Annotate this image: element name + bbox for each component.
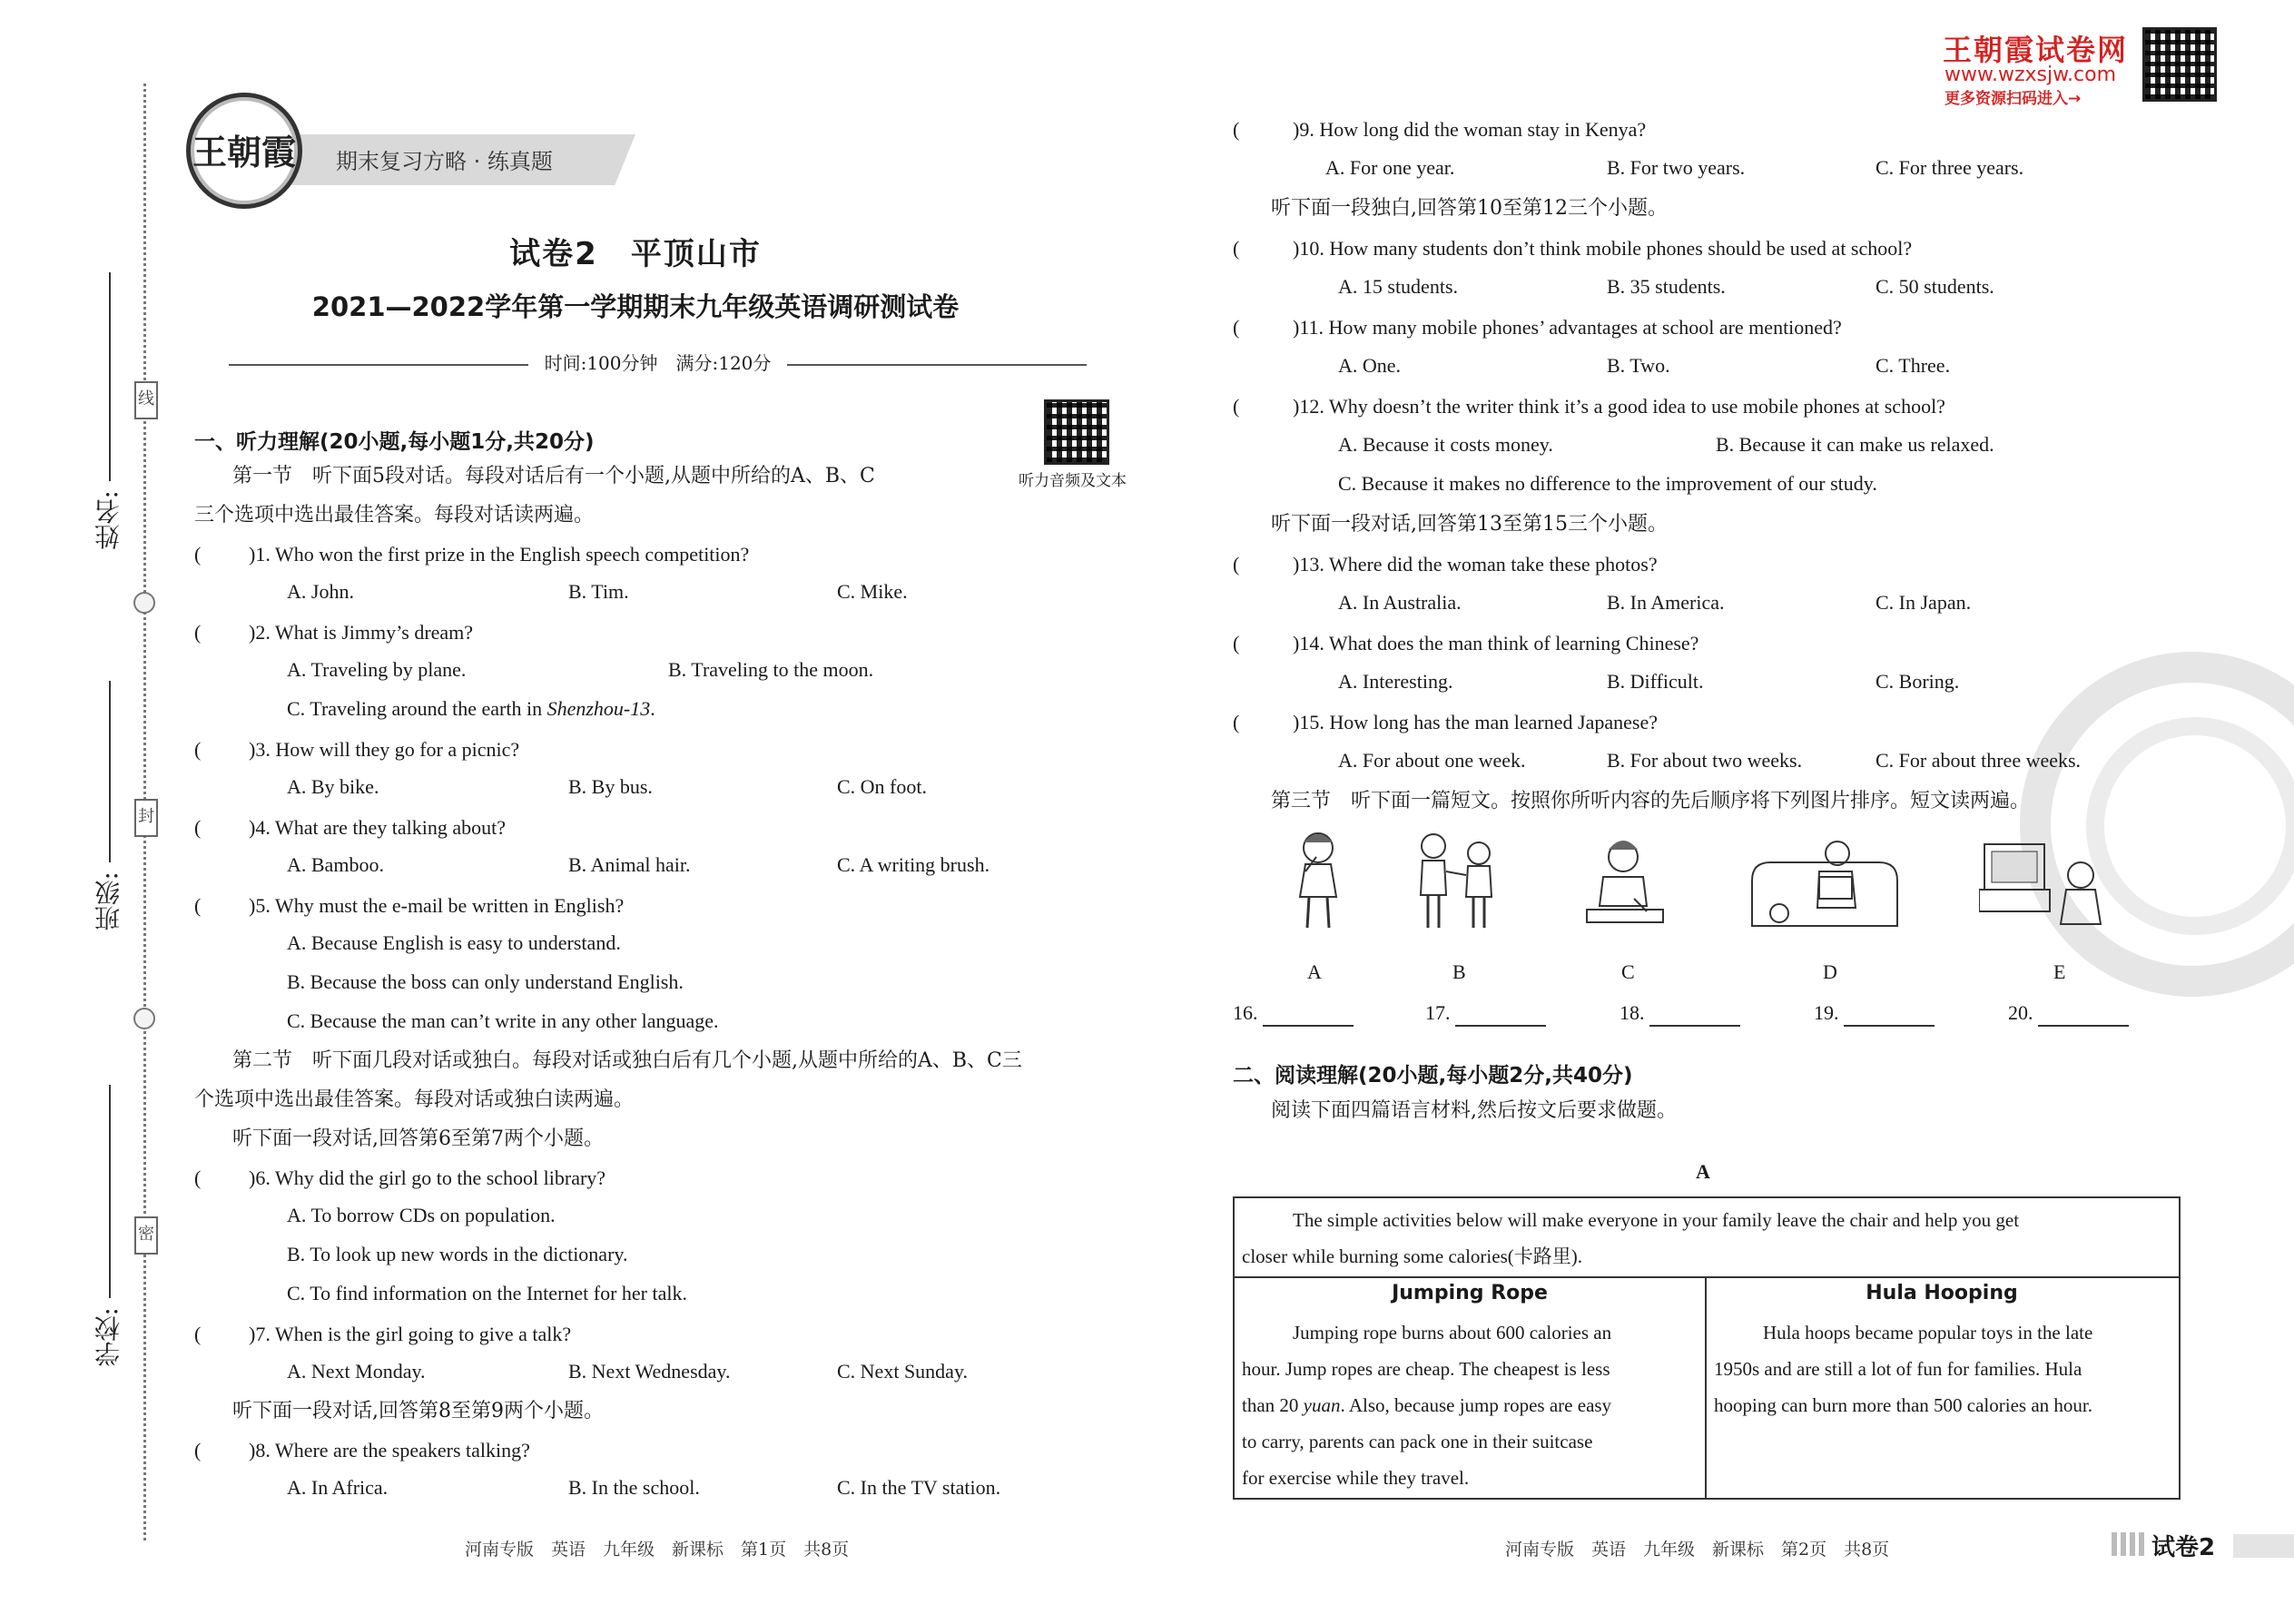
seal-tag-mi: 密: [134, 1216, 158, 1255]
q9-option-a: A. For one year.: [1325, 156, 1455, 179]
col2-line-1: Hula hoops became popular toys in the late: [1763, 1322, 2093, 1343]
answer-paren[interactable]: (: [194, 1323, 202, 1345]
table-column-divider: [1705, 1276, 1707, 1498]
q6-option-b: B. To look up new words in the dictionary.: [287, 1243, 628, 1265]
school-field-line[interactable]: [109, 1085, 111, 1298]
footer-paper-tag: 试卷2: [2151, 1534, 2216, 1561]
section1-heading: 一、听力理解(20小题,每小题1分,共20分): [194, 430, 595, 454]
answer-paren[interactable]: (: [194, 738, 202, 761]
q8-option-b: B. In the school.: [568, 1476, 700, 1499]
q3-option-a: A. By bike.: [287, 775, 379, 798]
table-intro-line-1: The simple activities below will make everyone in your family leave the chair and help you get: [1293, 1209, 2020, 1231]
question-14: ( )14. What does the man think of learning Chinese?: [1233, 630, 1698, 657]
question-3: ( )3. How will they go for a picnic?: [194, 736, 519, 763]
q8-option-a: A. In Africa.: [287, 1476, 389, 1499]
q4-option-b: B. Animal hair.: [568, 853, 691, 876]
q7-option-b: B. Next Wednesday.: [568, 1360, 731, 1383]
col1-line-3: than 20 yuan. Also, because jump ropes are easy: [1242, 1394, 1612, 1416]
picture-label-d: D: [1823, 960, 1837, 983]
col-hula-hooping-head: Hula Hooping: [1866, 1282, 2018, 1304]
question-1: ( )1. Who won the first prize in the English speech competition?: [194, 541, 749, 568]
footer-page-1: 河南专版 英语 九年级 新课标 第1页 共8页: [465, 1540, 850, 1560]
q15-option-b: B. For about two weeks.: [1607, 749, 1803, 772]
paper-title: 2021—2022学年第一学期期末九年级英语调研测试卷: [311, 291, 960, 322]
school-label: 学校:: [94, 1307, 123, 1367]
dialogue-13-15-intro: 听下面一段对话,回答第13至第15三个小题。: [1271, 513, 1668, 536]
footer-page-2: 河南专版 英语 九年级 新课标 第2页 共8页: [1505, 1540, 1890, 1560]
class-field-line[interactable]: [109, 681, 111, 862]
picture-a-girl-crying: [1264, 826, 1373, 935]
question-6: ( )6. Why did the girl go to the school library?: [194, 1165, 605, 1192]
q11-option-b: B. Two.: [1607, 354, 1670, 377]
q13-option-b: B. In America.: [1607, 591, 1725, 614]
answer-paren[interactable]: (: [194, 1439, 202, 1462]
question-10: ( )10. How many students don’t think mobile phones should be used at school?: [1233, 235, 1912, 262]
listening-qr-code[interactable]: [1044, 399, 1109, 465]
answer-paren[interactable]: (: [194, 1166, 202, 1189]
col2-line-3: hooping can burn more than 500 calories an hour.: [1714, 1394, 2092, 1416]
q11-option-a: A. One.: [1338, 354, 1402, 377]
watermark-seal-inner: [2086, 717, 2294, 935]
answer-paren[interactable]: (: [1233, 316, 1240, 339]
col1-line-2: hour. Jump ropes are cheap. The cheapest is less: [1242, 1358, 1610, 1380]
q11-option-c: C. Three.: [1876, 354, 1951, 377]
picture-b-two-girls-talking: [1403, 826, 1511, 935]
answer-paren[interactable]: (: [1233, 118, 1240, 141]
q4-option-a: A. Bamboo.: [287, 853, 384, 876]
answer-paren[interactable]: (: [1233, 632, 1240, 655]
picture-label-b: B: [1452, 960, 1466, 983]
q9-option-b: B. For two years.: [1607, 156, 1746, 179]
brand-qr-code[interactable]: [2142, 27, 2217, 102]
picture-label-a: A: [1307, 960, 1322, 983]
part1-intro-a: 第一节 听下面5段对话。每段对话后有一个小题,从题中所给的A、B、C: [232, 465, 875, 487]
dialogue-8-9-intro: 听下面一段对话,回答第8至第9两个小题。: [232, 1400, 604, 1422]
answer-blank-16[interactable]: 16.: [1233, 999, 1354, 1027]
q15-option-c: C. For about three weeks.: [1876, 749, 2082, 772]
passage-label-a: A: [1696, 1160, 1710, 1183]
question-12: ( )12. Why doesn’t the writer think it’s a good idea to use mobile phones at school?: [1233, 393, 1945, 420]
picture-e-girl-watching-tv: [1979, 826, 2115, 935]
q7-option-c: C. Next Sunday.: [837, 1360, 969, 1383]
q8-option-c: C. In the TV station.: [837, 1476, 1001, 1499]
q6-option-c: C. To find information on the Internet for her talk.: [287, 1282, 687, 1304]
question-11: ( )11. How many mobile phones’ advantages at school are mentioned?: [1233, 314, 1842, 341]
answer-paren[interactable]: (: [1233, 237, 1240, 260]
q10-option-c: C. 50 students.: [1876, 275, 1994, 298]
picture-c-girl-writing: [1570, 826, 1679, 935]
question-9: ( )9. How long did the woman stay in Kenya?: [1233, 116, 1646, 143]
part3-intro: 第三节 听下面一篇短文。按照你所听内容的先后顺序将下列图片排序。短文读两遍。: [1271, 790, 2031, 812]
picture-label-c: C: [1621, 960, 1635, 983]
name-label: 姓名:: [94, 490, 123, 550]
q12-option-a: A. Because it costs money.: [1338, 433, 1553, 456]
time-info: 时间:100分钟 满分:120分: [544, 352, 772, 374]
question-5: ( )5. Why must the e-mail be written in English?: [194, 892, 624, 920]
brand-site-title: 王朝霞试卷网: [1943, 33, 2129, 67]
qr-caption: 听力音频及文本: [1019, 472, 1127, 490]
monologue-10-12-intro: 听下面一段独白,回答第10至第12三个小题。: [1271, 197, 1668, 220]
answer-paren[interactable]: (: [194, 816, 202, 839]
answer-paren[interactable]: (: [194, 894, 202, 917]
footer-tag-pattern: [2112, 1532, 2148, 1556]
q6-option-a: A. To borrow CDs on population.: [287, 1204, 556, 1226]
class-label: 班级:: [94, 871, 123, 931]
answer-blank-19[interactable]: 19.: [1814, 999, 1935, 1027]
dialogue-6-7-intro: 听下面一段对话,回答第6至第7两个小题。: [232, 1127, 604, 1150]
q15-option-a: A. For about one week.: [1338, 749, 1526, 772]
brand-site-sub: 更多资源扫码进入→: [1944, 90, 2082, 108]
col1-line-4: to carry, parents can pack one in their suitcase: [1242, 1431, 1593, 1452]
q5-option-b: B. Because the boss can only understand English.: [287, 970, 684, 993]
passage-a-table: [1233, 1196, 2181, 1500]
question-8: ( )8. Where are the speakers talking?: [194, 1437, 530, 1464]
section2-intro: 阅读下面四篇语言材料,然后按文后要求做题。: [1271, 1099, 1677, 1122]
q1-option-c: C. Mike.: [837, 580, 908, 603]
part2-intro-a: 第二节 听下面几段对话或独白。每段对话或独白后有几个小题,从题中所给的A、B、C三: [232, 1049, 1022, 1072]
binding-hole: [133, 592, 155, 614]
question-4: ( )4. What are they talking about?: [194, 814, 506, 842]
time-info-row: [192, 349, 1123, 375]
table-intro-row: [1235, 1198, 2179, 1278]
q5-option-c: C. Because the man can’t write in any other language.: [287, 1009, 719, 1032]
q3-option-c: C. On foot.: [837, 775, 927, 798]
answer-blank-20[interactable]: 20.: [2008, 999, 2129, 1027]
binding-hole: [133, 1008, 155, 1029]
q2-option-a: A. Traveling by plane.: [287, 658, 467, 681]
q10-option-a: A. 15 students.: [1338, 275, 1458, 298]
answer-paren[interactable]: (: [1233, 711, 1240, 733]
part2-intro-b: 个选项中选出最佳答案。每段对话或独白读两遍。: [194, 1088, 635, 1111]
section2-heading: 二、阅读理解(20小题,每小题2分,共40分): [1233, 1064, 1633, 1088]
q1-option-a: A. John.: [287, 580, 354, 603]
brand-logo-text: 王朝霞: [192, 132, 296, 172]
answer-paren[interactable]: (: [1233, 395, 1240, 418]
q1-option-b: B. Tim.: [568, 580, 629, 603]
question-15: ( )15. How long has the man learned Japanese?: [1233, 709, 1658, 736]
q5-option-a: A. Because English is easy to understand.: [287, 931, 621, 954]
picture-label-e: E: [2053, 960, 2066, 983]
question-7: ( )7. When is the girl going to give a talk?: [194, 1321, 571, 1348]
answer-paren[interactable]: (: [1233, 553, 1240, 576]
footer-tag-bar: [2233, 1534, 2294, 1558]
answer-paren[interactable]: (: [194, 543, 202, 566]
q2-option-b: B. Traveling to the moon.: [668, 658, 874, 681]
q3-option-b: B. By bus.: [568, 775, 653, 798]
q13-option-a: A. In Australia.: [1338, 591, 1462, 614]
answer-blank-17[interactable]: 17.: [1425, 999, 1546, 1027]
part1-intro-b: 三个选项中选出最佳答案。每段对话读两遍。: [194, 504, 595, 527]
q12-option-b: B. Because it can make us relaxed.: [1716, 433, 1994, 456]
q12-option-c: C. Because it makes no difference to the improvement of our study.: [1338, 472, 1877, 495]
answer-paren[interactable]: (: [194, 621, 202, 644]
brand-logo-badge: [186, 93, 302, 209]
q13-option-c: C. In Japan.: [1876, 591, 1972, 614]
answer-blank-18[interactable]: 18.: [1620, 999, 1740, 1027]
paper-number: 试卷2 平顶山市: [509, 236, 762, 272]
table-intro-line-2: closer while burning some calories(卡路里).: [1242, 1245, 1582, 1267]
question-13: ( )13. Where did the woman take these photos?: [1233, 551, 1658, 578]
q9-option-c: C. For three years.: [1876, 156, 2024, 179]
picture-d-girl-reading-on-sofa: [1743, 826, 1906, 935]
col1-line-5: for exercise while they travel.: [1242, 1467, 1470, 1489]
q10-option-b: B. 35 students.: [1607, 275, 1726, 298]
q2-option-c: C. Traveling around the earth in Shenzhou-13.: [287, 697, 655, 720]
col2-line-2: 1950s and are still a lot of fun for families. Hula: [1714, 1358, 2082, 1380]
q14-option-c: C. Boring.: [1876, 670, 1960, 693]
name-field-line[interactable]: [109, 272, 111, 481]
seal-tag-xian: 线: [134, 381, 158, 419]
brand-site-url[interactable]: www.wzxsjw.com: [1944, 64, 2117, 86]
q14-option-a: A. Interesting.: [1338, 670, 1453, 693]
section-ribbon-text: 期末复习方略 · 练真题: [336, 149, 553, 174]
col1-line-1: Jumping rope burns about 600 calories an: [1293, 1322, 1612, 1343]
q14-option-b: B. Difficult.: [1607, 670, 1704, 693]
q7-option-a: A. Next Monday.: [287, 1360, 426, 1383]
q4-option-c: C. A writing brush.: [837, 853, 990, 876]
col-jumping-rope-head: Jumping Rope: [1392, 1282, 1548, 1304]
seal-tag-feng: 封: [134, 799, 158, 837]
question-2: ( )2. What is Jimmy’s dream?: [194, 619, 473, 646]
